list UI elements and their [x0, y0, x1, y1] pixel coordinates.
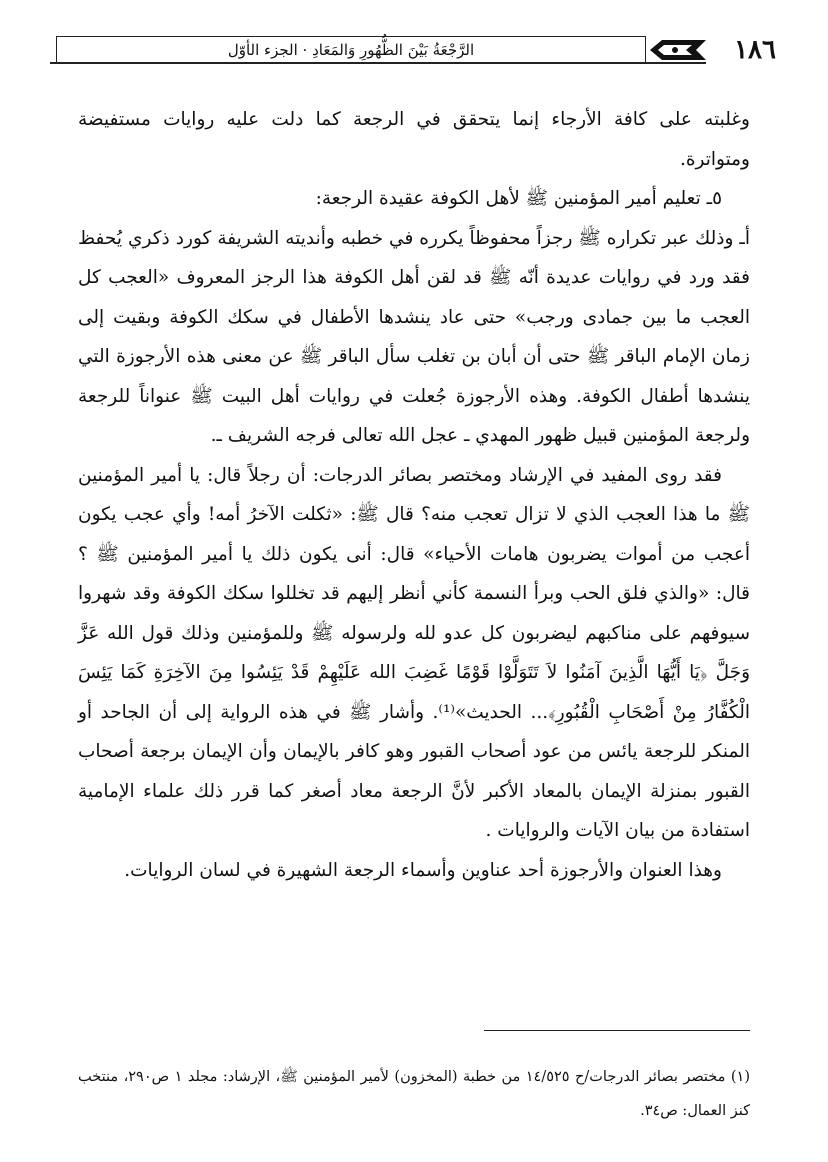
footnote-rule: [484, 1030, 750, 1031]
running-header: [50, 32, 776, 68]
page-number: ١٨٦: [734, 35, 776, 65]
footnote: [78, 1060, 750, 1128]
ornament-icon: [648, 36, 710, 64]
paragraph: وغلبته على كافة الأرجاء إنما يتحقق في الرجعة كما دلت عليه روايات مستفيضة ومتواترة.: [78, 109, 750, 170]
paragraph: فقد روى المفيد في الإرشاد ومختصر بصائر الدرجات: أن رجلاً قال: يا أمير المؤمنين ﷺ ما هذا العجب الذي لا تزال تعجب منه؟ قال ﷺ: «ثكلت الآخرُ أمه! وأي عجب يكون أعجب من أموات يضربون هامات الأحياء» قال: أنى يكون ذلك يا أمير المؤمنين ﷺ ؟ قال: «والذي فلق الحب وبرأ النسمة كأني أنظر إليهم قد تخللوا سكك الكوفة وقد شهروا سيوفهم على مناكبهم ليضربون كل عدو لله ولرسوله ﷺ وللمؤمنين وذلك قول الله عَزَّ وَجَلَّ ﴿يَا أَيُّهَا الَّذِينَ آمَنُوا لاَ تَتَوَلَّوْا قَوْمًا غَضِبَ الله عَلَيْهِمْ قَدْ يَئِسُوا مِنَ الآخِرَةِ كَمَا يَئِسَ الْكُفَّارُ مِنْ أَصْحَابِ الْقُبُورِ﴾... الحديث»⁽¹⁾. وأشار ﷺ في هذه الرواية إلى أن الجاحد أو المنكر للرجعة يائس من عود أصحاب القبور وهو كافر بالإيمان وأن الإيمان برجعة أصحاب القبور بمنزلة الإيمان بالمعاد الأكبر لأنَّ الرجعة معاد أصغر كما قرر ذلك علماء الإمامية استفادة من بيان الآيات والروايات .: [78, 464, 751, 841]
paragraph: أـ وذلك عبر تكراره ﷺ رجزاً محفوظاً يكرره في خطبه وأنديته الشريفة كورد ذكري يُحفظ فقد ورد في روايات عديدة أنّه ﷺ قد لقن أهل الكوفة هذا الرجز المعروف «العجب كل العجب ما بين جمادى ورجب» حتى عاد ينشدها الأطفال في سكك الكوفة وبقيت إلى زمان الإمام الباقر ﷺ حتى أن أبان بن تغلب سأل الباقر ﷺ عن معنى هذه الأرجوزة التي ينشدها أطفال الكوفة. وهذه الأرجوزة جُعلت في روايات أهل البيت ﷺ عنواناً للرجعة ولرجعة المؤمنين قبيل ظهور المهدي ـ عجل الله تعالى فرجه الشريف ـ.: [78, 227, 750, 446]
main-text: [78, 100, 750, 890]
book-title: الرَّجْعَةُ بَيْنَ الظُّهُورِ وَالمَعَادِ · الجزء الأوّل: [56, 36, 646, 64]
footnote-text: (١) مختصر بصائر الدرجات/ح ١٤/٥٢٥ من خطبة (المخزون) لأمير المؤمنين ﷺ، الإرشاد: مجلد ١ ص٢٩٠، منتخب كنز العمال: ص٣٤.: [78, 1069, 751, 1119]
section-heading: ٥ـ تعليم أمير المؤمنين ﷺ لأهل الكوفة عقيدة الرجعة:: [315, 188, 722, 209]
paragraph: وهذا العنوان والأرجوزة أحد عناوين وأسماء الرجعة الشهيرة في لسان الروايات.: [124, 859, 722, 881]
